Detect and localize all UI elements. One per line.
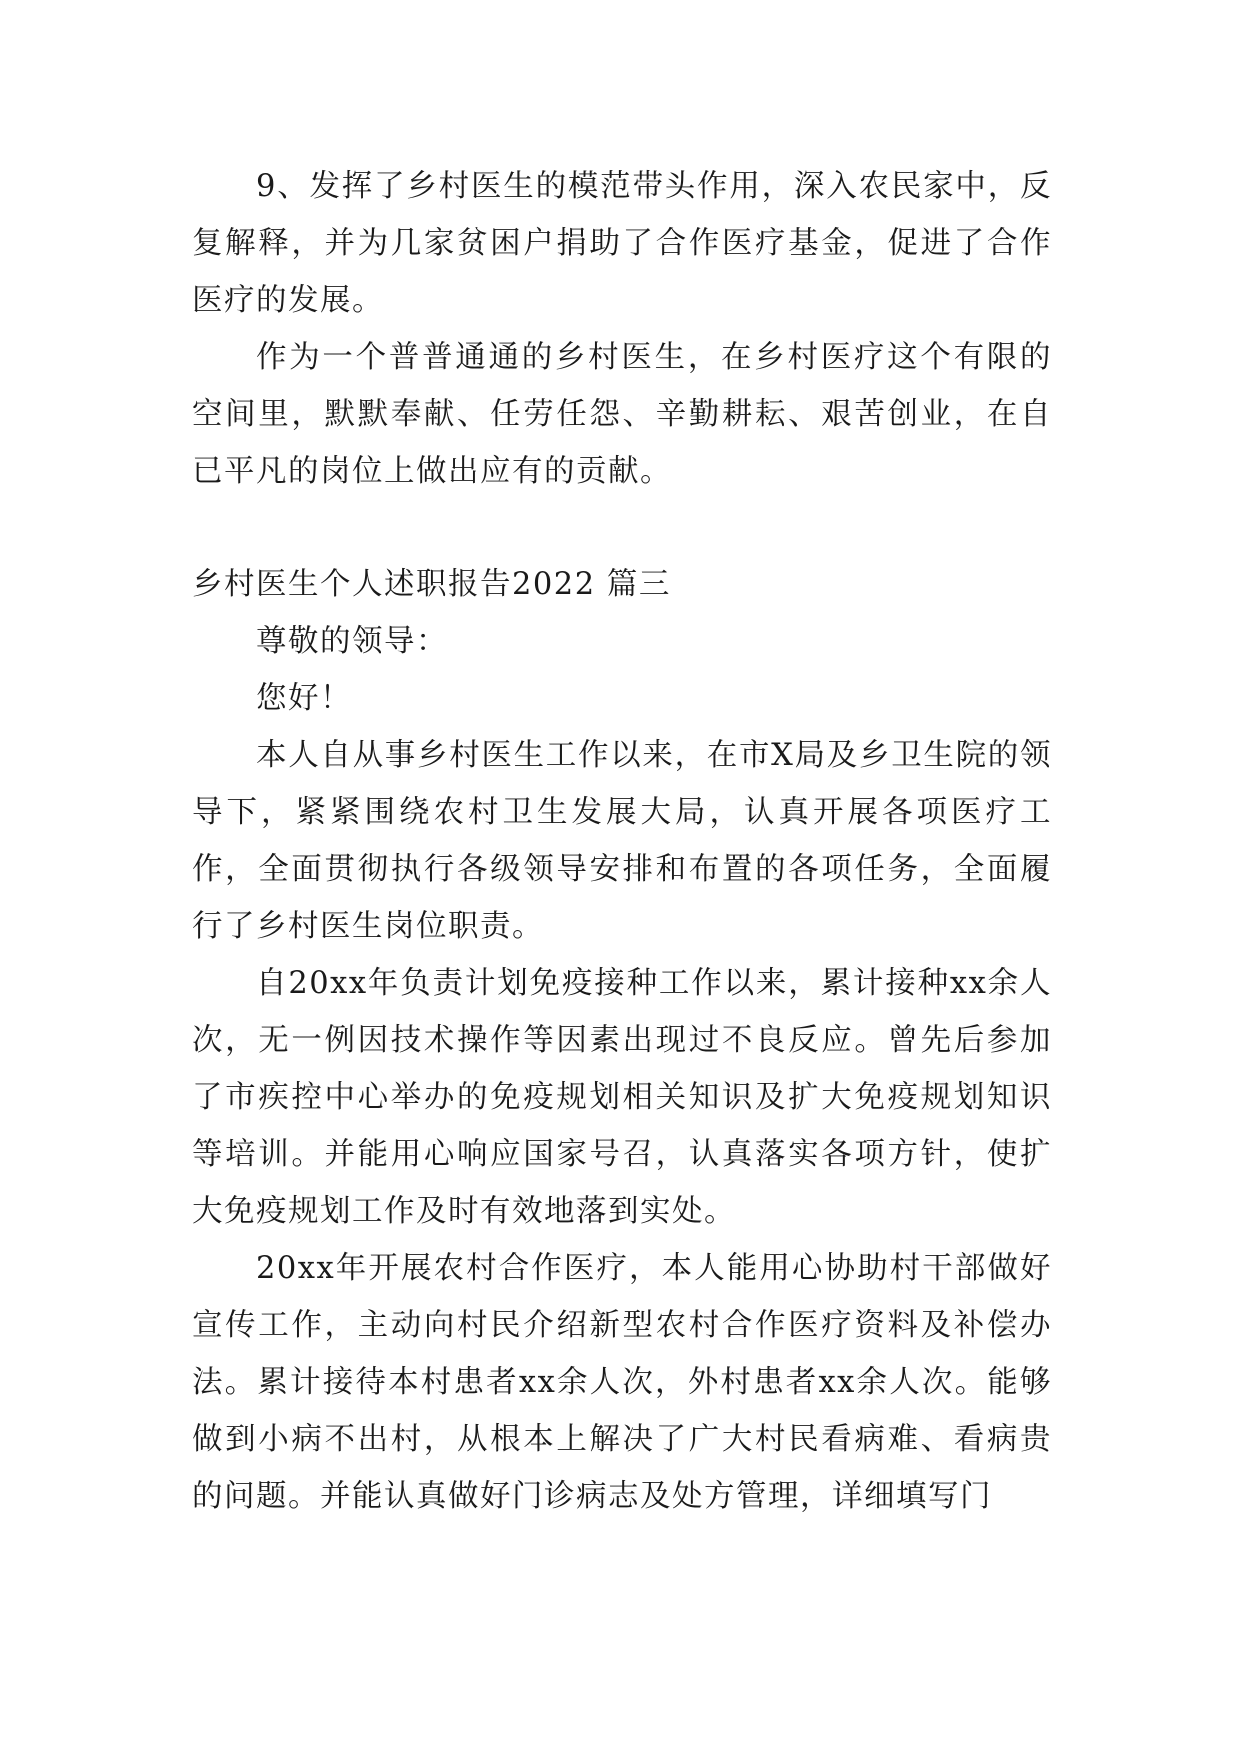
paragraph-item-9: 9、发挥了乡村医生的模范带头作用，深入农民家中，反复解释，并为几家贫困户捐助了合作医疗基金，促进了合作医疗的发展。: [192, 169, 1052, 318]
paragraph-immunization: 自20xx年负责计划免疫接种工作以来，累计接种xx余人次，无一例因技术操作等因素出现过不良反应。曾先后参加了市疾控中心举办的免疫规划相关知识及扩大免疫规划知识等培训。并能用心响应国家号召，认真落实各项方针，使扩大免疫规划工作及时有效地落到实处。: [192, 966, 1052, 1229]
salutation: 尊敬的领导：: [256, 624, 448, 659]
greeting: 您好！: [256, 681, 352, 716]
document-body: [192, 158, 1052, 1525]
paragraph-intro: 本人自从事乡村医生工作以来，在市X局及乡卫生院的领导下，紧紧围绕农村卫生发展大局，认真开展各项医疗工作，全面贯彻执行各级领导安排和布置的各项任务，全面履行了乡村医生岗位职责。: [192, 738, 1052, 944]
paragraph-closing: 作为一个普普通通的乡村医生，在乡村医疗这个有限的空间里，默默奉献、任劳任怨、辛勤耕耘、艰苦创业，在自已平凡的岗位上做出应有的贡献。: [192, 340, 1052, 489]
paragraph-cooperative-medical: 20xx年开展农村合作医疗，本人能用心协助村干部做好宣传工作，主动向村民介绍新型农村合作医疗资料及补偿办法。累计接待本村患者xx余人次，外村患者xx余人次。能够做到小病不出村，从根本上解决了广大村民看病难、看病贵的问题。并能认真做好门诊病志及处方管理，详细填写门: [192, 1251, 1052, 1514]
section-title: 乡村医生个人述职报告2022 篇三: [192, 567, 671, 602]
